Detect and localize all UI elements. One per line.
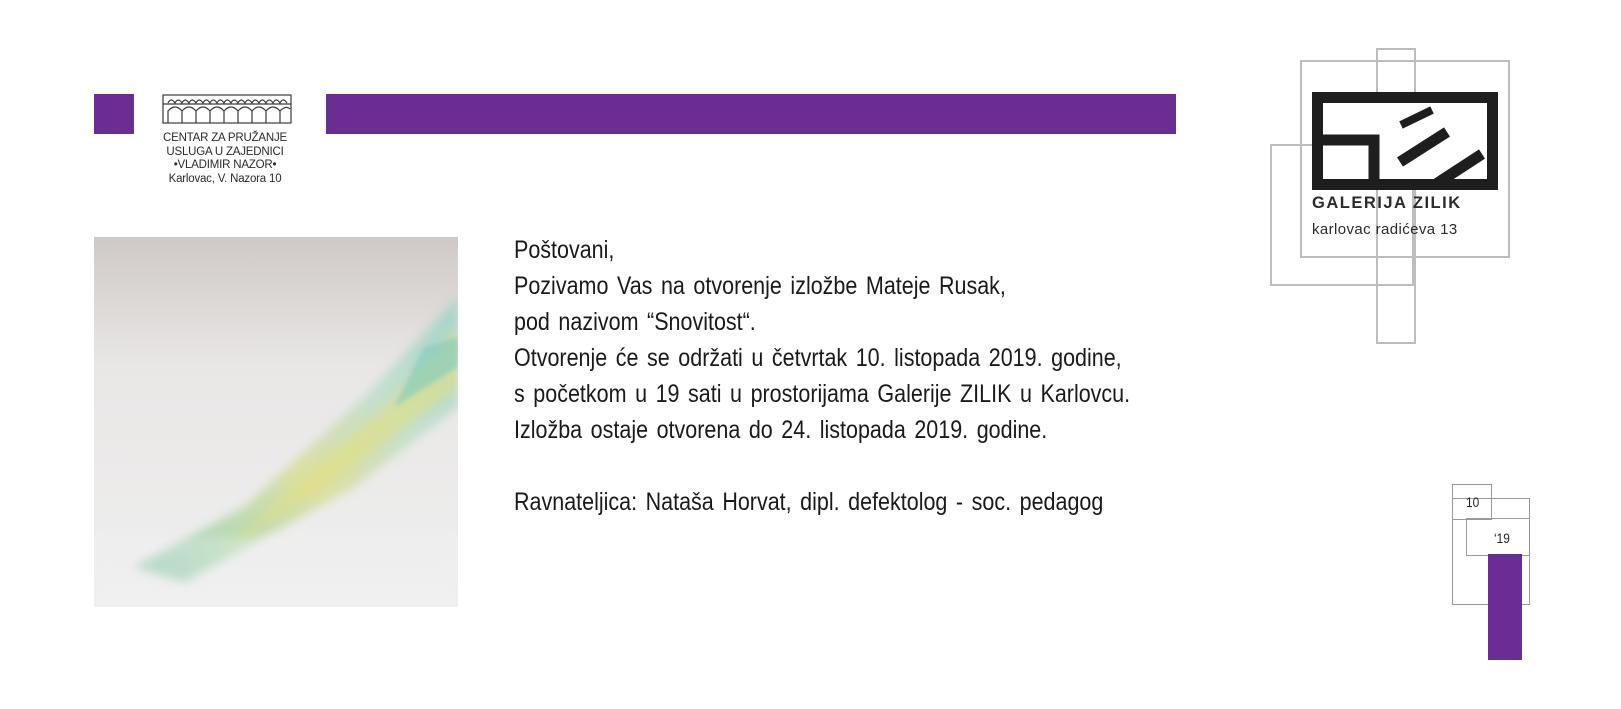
gallery-logo (1270, 48, 1510, 344)
arches-emblem-icon (162, 94, 292, 124)
organization-logo (150, 94, 310, 186)
gallery-name: GALERIJA ZILIK (1312, 194, 1462, 212)
invitation-line: Pozivamo Vas na otvorenje izložbe Mateje Rusak, (514, 272, 1006, 300)
artwork-photo (94, 237, 458, 607)
gallery-address: karlovac radićeva 13 (1312, 221, 1458, 238)
gz-monogram-icon (1312, 92, 1498, 190)
badge-day: 10 (1466, 494, 1480, 510)
badge-year: ‘19 (1494, 530, 1510, 546)
organization-name-line: CENTAR ZA PRUŽANJE (163, 132, 287, 144)
greeting: Poštovani, (514, 236, 615, 264)
organization-address: Karlovac, V. Nazora 10 (168, 172, 282, 185)
date-badge (1452, 484, 1530, 660)
accent-bar (326, 94, 1176, 134)
invitation-text (514, 232, 1133, 520)
signature: Ravnateljica: Nataša Horvat, dipl. defektolog - soc. pedagog (514, 488, 1104, 516)
invitation-line: Izložba ostaje otvorena do 24. listopada 2019. godine. (514, 416, 1048, 444)
invitation-line: pod nazivom “Snovitost“. (514, 308, 756, 336)
invitation-line: s početkom u 19 sati u prostorijama Galerije ZILIK u Karlovcu. (514, 380, 1131, 408)
organization-name-line: •VLADIMIR NAZOR• (173, 159, 277, 171)
invitation-line: Otvorenje će se održati u četvrtak 10. listopada 2019. godine, (514, 344, 1122, 372)
accent-square (94, 94, 134, 134)
organization-name-line: USLUGA U ZAJEDNICI (166, 145, 284, 158)
badge-accent-block (1488, 554, 1522, 660)
